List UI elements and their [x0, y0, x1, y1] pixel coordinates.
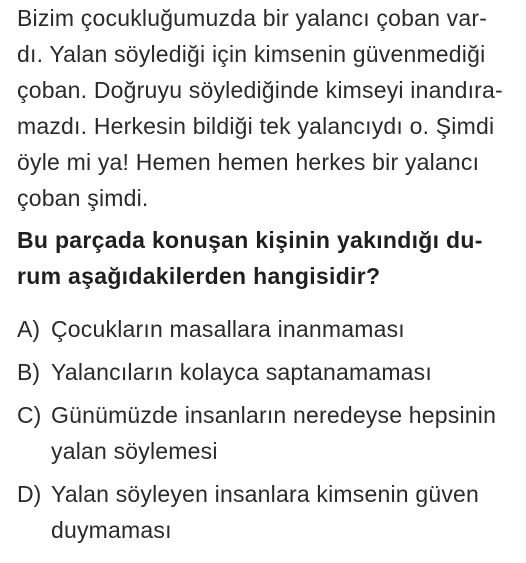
- option-text: Yalancıların kolayca saptanamaması: [51, 359, 432, 385]
- passage-line: çoban. Doğruyu söylediğinde kimseyi inandıra-: [17, 77, 503, 103]
- passage-line: dı. Yalan söylediği için kimsenin güvenmediği: [17, 41, 486, 67]
- question-line: rum aşağıdakilerden hangisidir?: [17, 263, 381, 289]
- passage-line: Bizim çocukluğumuzda bir yalancı çoban var-: [17, 5, 488, 31]
- passage-line: mazdı. Herkesin bildiği tek yalancıydı o. Şimdi: [17, 113, 495, 139]
- option-text: yalan söylemesi: [51, 438, 218, 464]
- option-text: Yalan söyleyen insanlara kimsenin güven: [51, 481, 480, 507]
- option-text: Çocukların masallara inanmaması: [51, 316, 405, 342]
- option-letter: B): [17, 359, 40, 385]
- option-text: Günümüzde insanların neredeyse hepsinin: [51, 402, 497, 428]
- option-letter: C): [17, 402, 42, 428]
- option-letter: D): [17, 481, 42, 507]
- question-line: Bu parçada konuşan kişinin yakındığı du-: [17, 227, 483, 253]
- passage-line: çoban şimdi.: [17, 185, 149, 211]
- passage-line: öyle mi ya! Hemen hemen herkes bir yalancı: [17, 149, 480, 175]
- option-text: duymaması: [51, 517, 172, 543]
- option-letter: A): [17, 316, 40, 342]
